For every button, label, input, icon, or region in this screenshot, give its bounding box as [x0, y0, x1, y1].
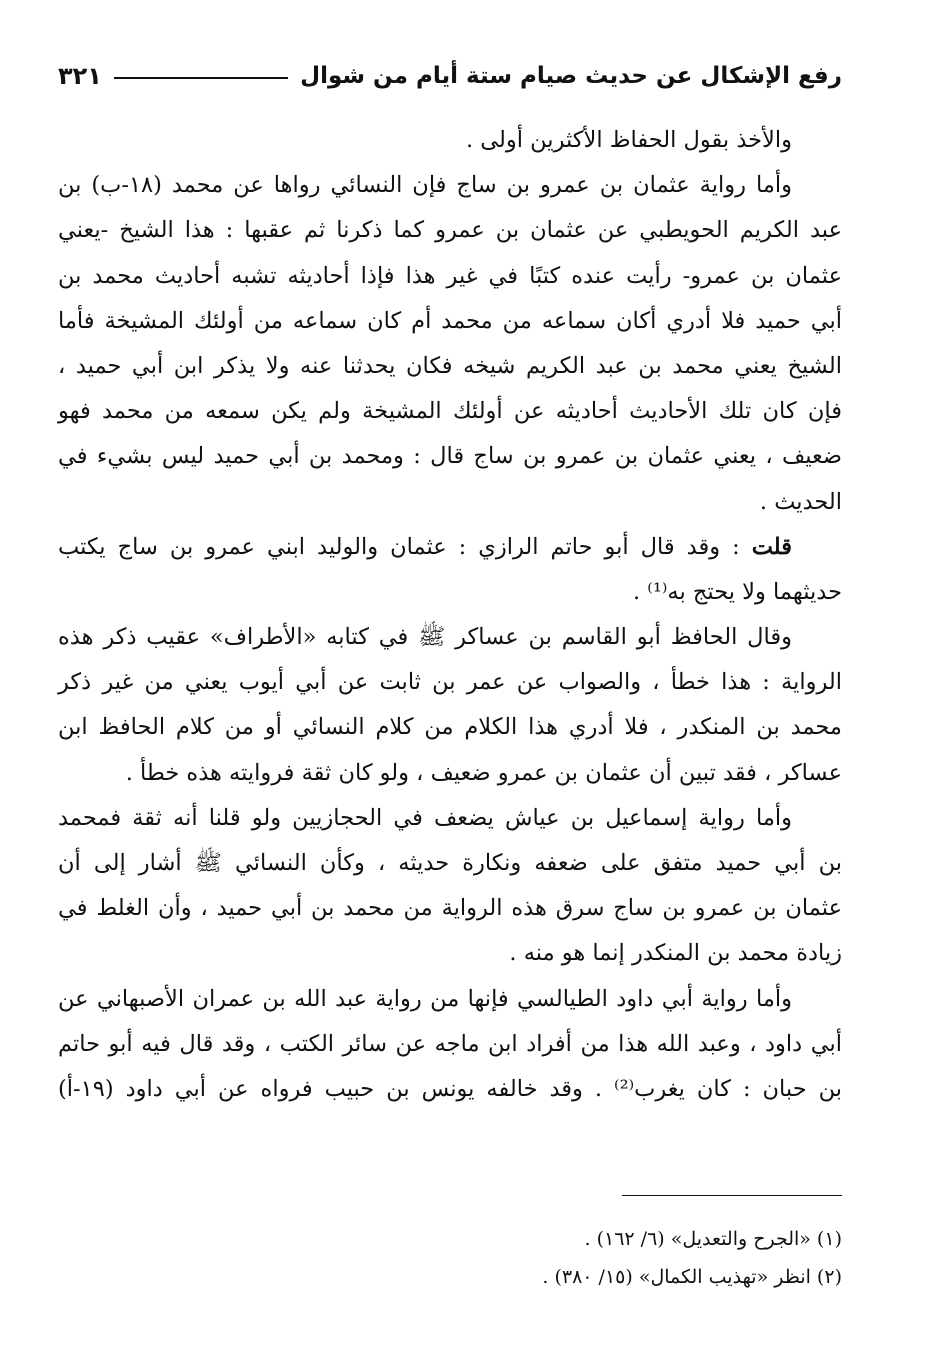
body-text: [58, 118, 842, 1112]
bold-lead-word: قلت: [751, 533, 793, 560]
text-line: [58, 254, 842, 299]
line-text: : وقد قال أبو حاتم الرازي : عثمان والوليد ابني عمرو بن ساج يكتب: [58, 533, 740, 560]
line-text: بن حبان : كان يغرب⁽²⁾ . وقد خالفه يونس بن حبيب فرواه عن أبي داود (١٩-أ): [58, 1075, 842, 1102]
text-line: [58, 570, 842, 615]
line-text: وأما رواية أبي داود الطيالسي فإنها من رواية عبد الله بن عمران الأصبهاني عن: [58, 985, 792, 1012]
text-line: [58, 796, 842, 841]
text-line: [58, 118, 842, 163]
line-text: وأما رواية إسماعيل بن عياش يضعف في الحجازيين ولو قلنا أنه ثقة فمحمد: [58, 804, 792, 831]
text-line: [58, 389, 842, 434]
footnote-separator: [622, 1195, 842, 1196]
line-text: عساكر ، فقد تبين أن عثمان بن عمرو ضعيف ، ولو كان ثقة فروايته هذه خطأ .: [125, 759, 842, 786]
line-text: الشيخ يعني محمد بن عبد الكريم شيخه فكان يحدثنا عنه ولا يذكر ابن أبي حميد ،: [58, 352, 842, 379]
page-number: ٣٢١: [58, 62, 102, 90]
footnotes: [58, 1220, 842, 1296]
text-line: [58, 1067, 842, 1112]
line-text: عبد الكريم الحويطبي عن عثمان بن عمرو كما ذكرنا ثم عقبها : هذا الشيخ -يعني: [58, 217, 842, 244]
running-title: رفع الإشكال عن حديث صيام ستة أيام من شوال: [300, 63, 842, 89]
text-line: [58, 480, 842, 525]
line-text: عثمان بن عمرو- رأيت عنده كتبًا في غير هذا فإذا أحاديثه تشبه أحاديث محمد بن: [58, 262, 842, 289]
running-header: [58, 56, 842, 96]
text-line: [58, 1022, 842, 1067]
text-line: [58, 705, 842, 750]
header-rule: [114, 77, 288, 79]
text-line: [58, 660, 842, 705]
text-line: [58, 208, 842, 253]
text-line: [58, 299, 842, 344]
footnote-2: (٢) انظر «تهذيب الكمال» (١٥/ ٣٨٠) .: [542, 1266, 842, 1288]
text-line: [58, 344, 842, 389]
line-text: زيادة محمد بن المنكدر إنما هو منه .: [509, 940, 842, 967]
text-line: [58, 163, 842, 208]
line-text: فإن كان تلك الأحاديث أحاديثه عن أولئك المشيخة ولم يكن سمعه من محمد فهو: [58, 398, 842, 425]
line-text: أبي داود ، وعبد الله هذا من أفراد ابن ماجه عن سائر الكتب ، وقد قال فيه أبو حاتم: [58, 1030, 842, 1057]
text-line: [58, 886, 842, 931]
text-line: [58, 525, 842, 570]
line-text: والأخذ بقول الحفاظ الأكثرين أولى .: [466, 127, 792, 153]
line-text: الحديث .: [759, 488, 842, 515]
line-text: وقال الحافظ أبو القاسم بن عساكر ﷺ في كتابه «الأطراف» عقيب ذكر هذه: [58, 624, 792, 651]
text-line: [58, 977, 842, 1022]
line-text: محمد بن المنكدر ، فلا أدري هذا الكلام من كلام النسائي أو من كلام الحافظ ابن: [58, 714, 842, 741]
text-line: [58, 841, 842, 886]
text-line: [58, 931, 842, 976]
text-line: [58, 615, 842, 660]
line-text: عثمان بن عمرو بن ساج سرق هذه الرواية من محمد بن أبي حميد ، وأن الغلط في: [58, 895, 842, 922]
footnote-1: (١) «الجرح والتعديل» (٦/ ١٦٢) .: [584, 1228, 842, 1250]
line-text: أبي حميد فلا أدري أكان سماعه من محمد أم كان سماعه من أولئك المشيخة فأما: [58, 307, 842, 334]
line-text: الرواية : هذا خطأ ، والصواب عن عمر بن ثابت عن أبي أيوب يعني من غير ذكر: [58, 669, 842, 696]
text-line: [58, 434, 842, 479]
line-text: وأما رواية عثمان بن عمرو بن ساج فإن النسائي رواها عن محمد (١٨-ب) بن: [58, 172, 792, 199]
line-text: بن أبي حميد متفق على ضعفه ونكارة حديثه ، وكأن النسائي ﷺ أشار إلى أن: [58, 850, 842, 876]
line-text: حديثهما ولا يحتج به⁽¹⁾ .: [633, 578, 842, 605]
line-text: ضعيف ، يعني عثمان بن عمرو بن ساج قال : ومحمد بن أبي حميد ليس بشيء في: [58, 443, 842, 470]
text-line: [58, 751, 842, 796]
